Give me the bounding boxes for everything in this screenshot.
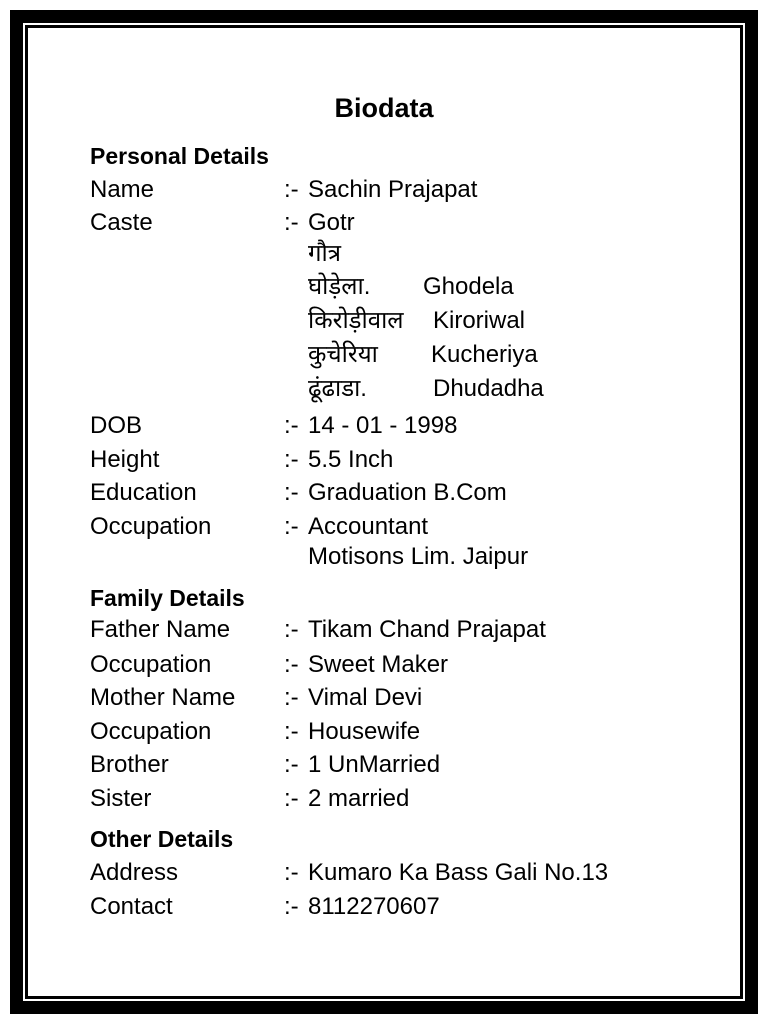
education-label: Education (90, 479, 197, 506)
brother-separator: :- (284, 751, 299, 778)
education-separator: :- (284, 479, 299, 506)
father-occupation-value: Sweet Maker (308, 651, 449, 678)
father-name-label: Father Name (90, 616, 231, 643)
caste-separator: :- (284, 209, 299, 236)
occupation-value-line2: Motisons Lim. Jaipur (308, 543, 529, 570)
gotra-english-4: Dhudadha (433, 375, 544, 402)
gotra-hindi-3: कुचेरिया (308, 341, 378, 368)
address-label: Address (90, 859, 179, 886)
contact-separator: :- (284, 893, 299, 920)
sister-label: Sister (90, 785, 152, 812)
document-title: Biodata (334, 93, 434, 123)
gotra-hindi-1: घोड़ेला. (308, 273, 371, 300)
contact-value: 8112270607 (308, 893, 440, 920)
father-occupation-separator: :- (284, 651, 299, 678)
mother-occupation-label: Occupation (90, 718, 212, 745)
name-label: Name (90, 176, 155, 203)
height-separator: :- (284, 446, 299, 473)
address-value: Kumaro Ka Bass Gali No.13 (308, 859, 609, 886)
sister-separator: :- (284, 785, 299, 812)
dob-separator: :- (284, 412, 299, 439)
gotra-english-1: Ghodela (423, 273, 514, 300)
education-value: Graduation B.Com (308, 479, 507, 506)
mother-name-value: Vimal Devi (308, 684, 423, 711)
height-value: 5.5 Inch (308, 446, 394, 473)
gotra-hindi-4: ढूंढाडा. (308, 375, 367, 402)
caste-label: Caste (90, 209, 153, 236)
address-separator: :- (284, 859, 299, 886)
mother-name-label: Mother Name (90, 684, 236, 711)
mother-name-separator: :- (284, 684, 299, 711)
father-occupation-label: Occupation (90, 651, 212, 678)
father-name-value: Tikam Chand Prajapat (308, 616, 546, 643)
other-details-heading: Other Details (90, 826, 234, 852)
brother-label: Brother (90, 751, 169, 778)
dob-label: DOB (90, 412, 143, 439)
mother-occupation-value: Housewife (308, 718, 421, 745)
sister-value: 2 married (308, 785, 410, 812)
father-name-separator: :- (284, 616, 299, 643)
brother-value: 1 UnMarried (308, 751, 441, 778)
dob-value: 14 - 01 - 1998 (308, 412, 458, 439)
personal-details-heading: Personal Details (90, 143, 269, 169)
name-value: Sachin Prajapat (308, 176, 478, 203)
mother-occupation-separator: :- (284, 718, 299, 745)
gotra-english-3: Kucheriya (431, 341, 538, 368)
family-details-heading: Family Details (90, 585, 245, 611)
gotra-english-2: Kiroriwal (433, 307, 526, 334)
gotra-hindi-label: गौत्र (308, 240, 341, 267)
occupation-separator: :- (284, 513, 299, 540)
occupation-value-line1: Accountant (308, 513, 429, 540)
occupation-label: Occupation (90, 513, 212, 540)
contact-label: Contact (90, 893, 173, 920)
gotra-hindi-2: किरोड़ीवाल (308, 307, 404, 334)
name-separator: :- (284, 176, 299, 203)
height-label: Height (90, 446, 160, 473)
caste-value: Gotr (308, 209, 355, 236)
